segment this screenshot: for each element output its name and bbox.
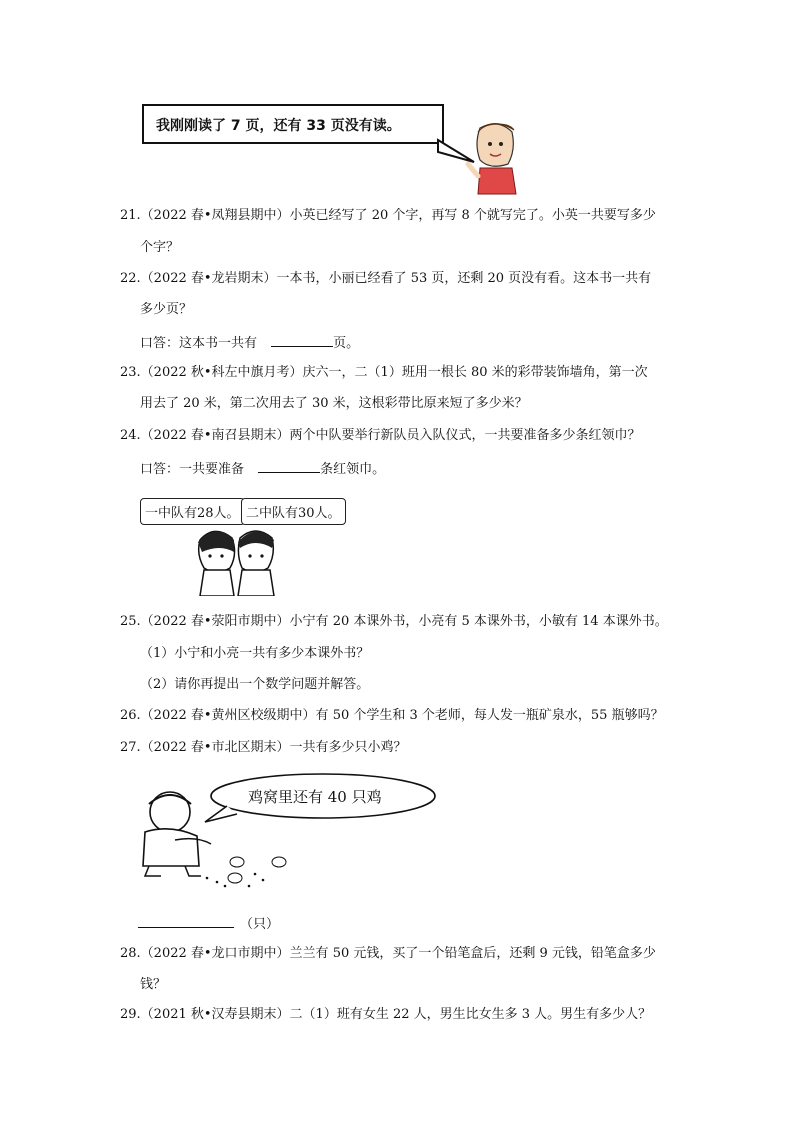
boy-face [477,124,513,166]
q27-line1: 27.（2022 春•市北区期末）一共有多少只小鸡？ [120,740,407,755]
boy-shirt [478,168,516,194]
q24-answer [140,458,385,479]
q27-answer-blank[interactable] [138,913,234,928]
q24-line1: 24.（2022 春•南召县期末）两个中队要举行新队员入队仪式，一共要准备多少条红领巾？ [120,428,641,443]
q25-line1: 25.（2022 春•荥阳市期中）小宁有 20 本课外书，小亮有 5 本课外书，小敏有 14 本课外书。 [120,614,668,629]
reading-speech-text: 我刚刚读了 7 页，还有 33 页没有读。 [156,118,401,134]
q28-line2: 钱？ [140,977,167,992]
q22-answer-suffix: 页。 [333,336,360,351]
q24-answer-suffix: 条红领巾。 [320,462,386,477]
two-children-figure [180,524,300,596]
q22-answer-prefix: 口答：这本书一共有 [140,336,258,351]
speech-tail [438,140,474,162]
q25-sub2: （2）请你再提出一个数学问题并解答。 [140,677,370,692]
q25-sub1: （1）小宁和小亮一共有多少本课外书？ [140,646,370,661]
q24-bubble-left: 一中队有28人。 [140,498,245,525]
q28-line1: 28.（2022 春•龙口市期中）兰兰有 50 元钱，买了一个铅笔盒后，还剩 9 元钱，铅笔盒多少 [120,946,656,961]
q27-answer-unit: （只） [240,917,280,932]
q24-answer-prefix: 口答：一共要准备 [140,462,245,477]
q22-answer-blank[interactable] [271,332,333,347]
q21-line2: 个字？ [140,240,180,255]
q29-line1: 29.（2021 秋•汉寿县期末）二（1）班有女生 22 人，男生比女生多 3 人。男生有多少人？ [120,1007,652,1022]
q22-line2: 多少页？ [140,302,193,317]
q27-answer [138,913,279,934]
q24-bubble-right: 二中队有30人。 [241,498,346,525]
boy-figure [380,120,530,200]
q23-line1: 23.（2022 秋•科左中旗月考）庆六一，二（1）班用一根长 80 米的彩带装饰墙角，第一次 [120,365,648,380]
q22-answer [140,332,359,353]
q26-line1: 26.（2022 春•黄州区校级期中）有 50 个学生和 3 个老师，每人发一瓶矿泉水，55 瓶够吗？ [120,708,664,723]
q23-line2: 用去了 20 米，第二次用去了 30 米，这根彩带比原来短了多少米？ [140,396,528,411]
q22-line1: 22.（2022 春•龙岩期末）一本书，小丽已经看了 53 页，还剩 20 页没有看。这本书一共有 [120,271,652,286]
q24-answer-blank[interactable] [258,458,320,473]
q21-line1: 21.（2022 春•凤翔县期中）小英已经写了 20 个字，再写 8 个就写完了。小英一共要写多少 [120,208,656,223]
q27-bubble-text: 鸡窝里还有 40 只鸡 [248,788,382,806]
